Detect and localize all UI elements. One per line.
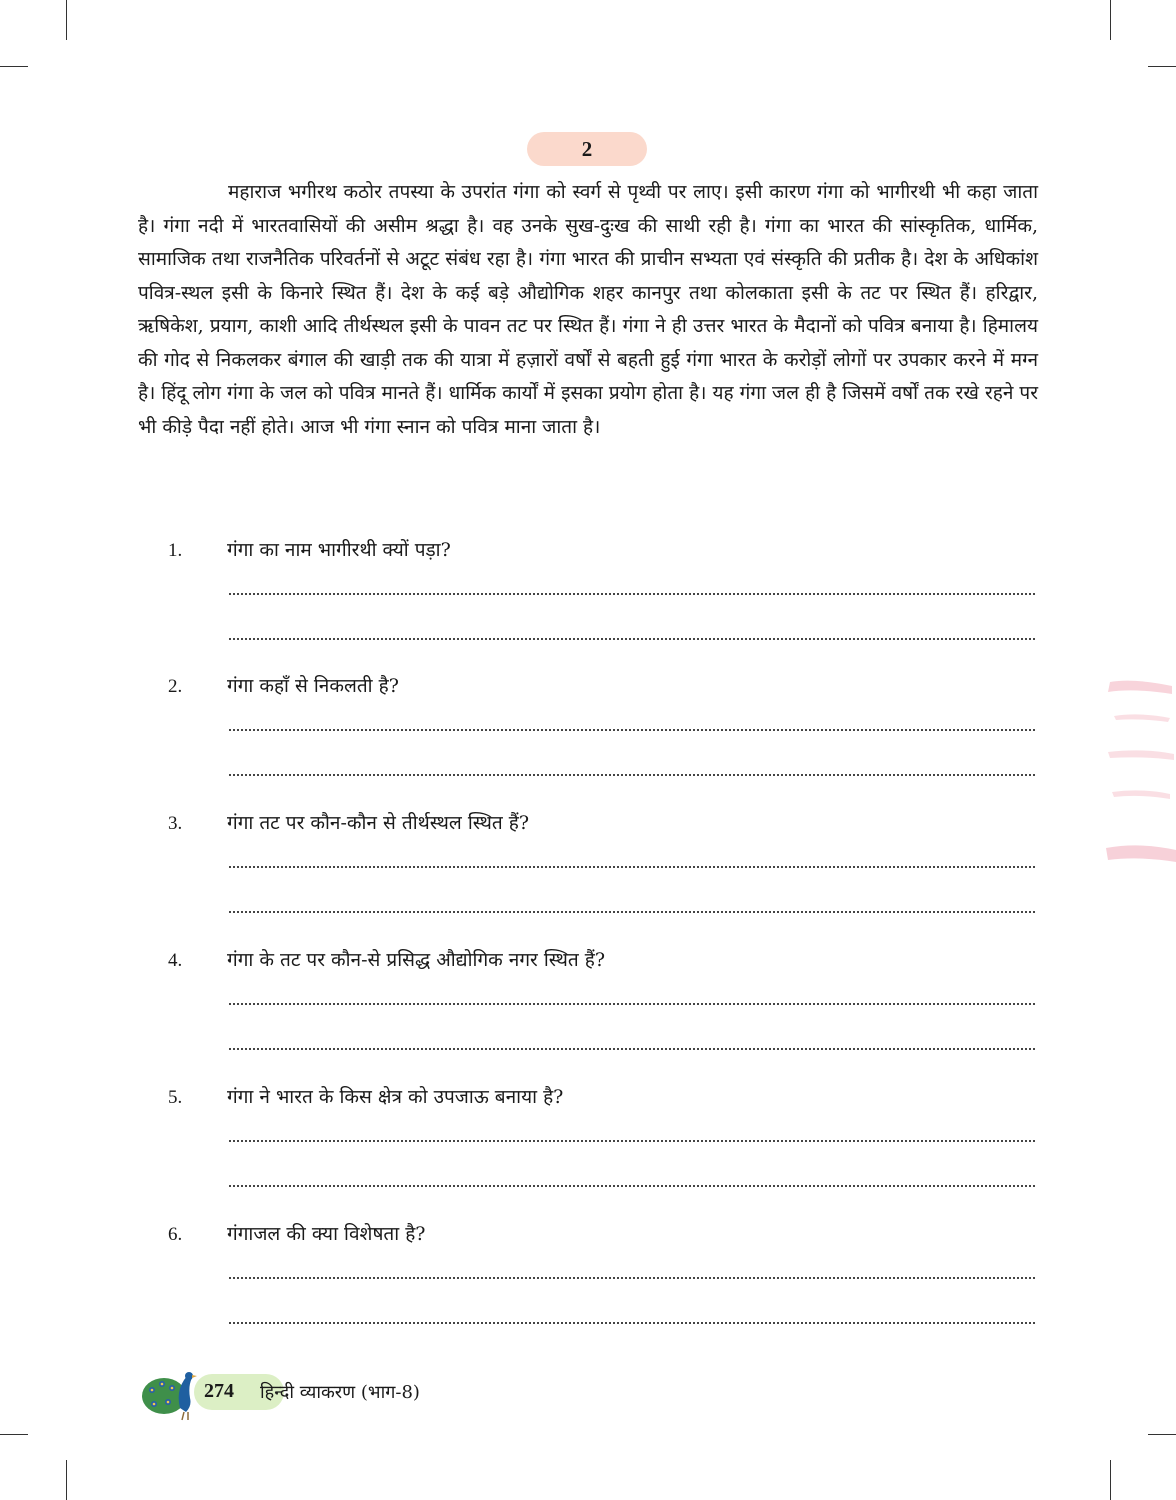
crop-mark	[1110, 0, 1111, 40]
question-text: गंगाजल की क्या विशेषता है?	[227, 1223, 426, 1245]
question-number: 2.	[168, 676, 183, 697]
question-text: गंगा के तट पर कौन-से प्रसिद्ध औद्योगिक नगर स्थित हैं?	[227, 949, 606, 971]
page-number: 274	[204, 1380, 234, 1402]
question-number: 6.	[168, 1224, 183, 1245]
answer-line[interactable]	[229, 593, 1035, 595]
answer-line[interactable]	[229, 638, 1035, 640]
question-number: 1.	[168, 540, 183, 561]
answer-line[interactable]	[229, 911, 1035, 913]
crop-mark	[66, 0, 67, 40]
crop-mark	[1148, 1434, 1176, 1435]
answer-line[interactable]	[229, 1048, 1035, 1050]
crop-mark	[1148, 66, 1176, 67]
answer-line[interactable]	[229, 729, 1035, 731]
answer-line[interactable]	[229, 1003, 1035, 1005]
answer-line[interactable]	[229, 774, 1035, 776]
question-text: गंगा ने भारत के किस क्षेत्र को उपजाऊ बनाया है?	[227, 1086, 564, 1108]
crop-mark	[0, 66, 28, 67]
crop-mark	[0, 1434, 28, 1435]
section-number: 2	[581, 136, 593, 161]
question-text: गंगा का नाम भागीरथी क्यों पड़ा?	[227, 539, 451, 561]
page-footer	[140, 1362, 540, 1422]
answer-line[interactable]	[229, 1140, 1035, 1142]
peacock-icon	[140, 1362, 204, 1422]
question-text: गंगा तट पर कौन-कौन से तीर्थस्थल स्थित हैं?	[227, 812, 530, 834]
passage-text: महाराज भगीरथ कठोर तपस्या के उपरांत गंगा को स्वर्ग से पृथ्वी पर लाए। इसी कारण गंगा को भागीरथी भी कहा जाता है। गंगा नदी में भारतवासियों की असीम श्रद्धा है। वह उनके सुख-दुःख की साथी रही है। गंगा का भारत की सांस्कृतिक, धार्मिक, सामाजिक तथा राजनैतिक परिवर्तनों से अटूट संबंध रहा है। गंगा भारत की प्राचीन सभ्यता एवं संस्कृति की प्रतीक है। देश के अधिकांश पवित्र-स्थल इसी के किनारे स्थित हैं। देश के कई बड़े औद्योगिक शहर कानपुर तथा कोलकाता इसी के तट पर स्थित हैं। हरिद्वार, ऋषिकेश, प्रयाग, काशी आदि तीर्थस्थल इसी के पावन तट पर स्थित हैं। गंगा ने ही उत्तर भारत के मैदानों को पवित्र बनाया है। हिमालय की गोद से निकलकर बंगाल की खाड़ी तक की यात्रा में हज़ारों वर्षों से बहती हुई गंगा भारत के करोड़ों लोगों पर उपकार करने में मग्न है। हिंदू लोग गंगा के जल को पवित्र मानते हैं। धार्मिक कार्यों में इसका प्रयोग होता है। यह गंगा जल ही है जिसमें वर्षों तक रखे रहने पर भी कीड़े पैदा नहीं होते। आज भी गंगा स्नान को पवित्र माना जाता है।	[138, 181, 1039, 438]
question-text: गंगा कहाँ से निकलती है?	[227, 675, 399, 697]
question-number: 3.	[168, 813, 183, 834]
crop-mark	[66, 1460, 67, 1500]
book-title: हिन्दी व्याकरण (भाग-8)	[260, 1382, 420, 1403]
section-number-badge	[527, 132, 647, 166]
question-number: 5.	[168, 1087, 183, 1108]
answer-line[interactable]	[229, 1277, 1035, 1279]
question-number: 4.	[168, 950, 183, 971]
crop-mark	[1110, 1460, 1111, 1500]
answer-line[interactable]	[229, 866, 1035, 868]
answer-line[interactable]	[229, 1322, 1035, 1324]
answer-line[interactable]	[229, 1185, 1035, 1187]
side-decoration-icon	[1104, 672, 1176, 872]
